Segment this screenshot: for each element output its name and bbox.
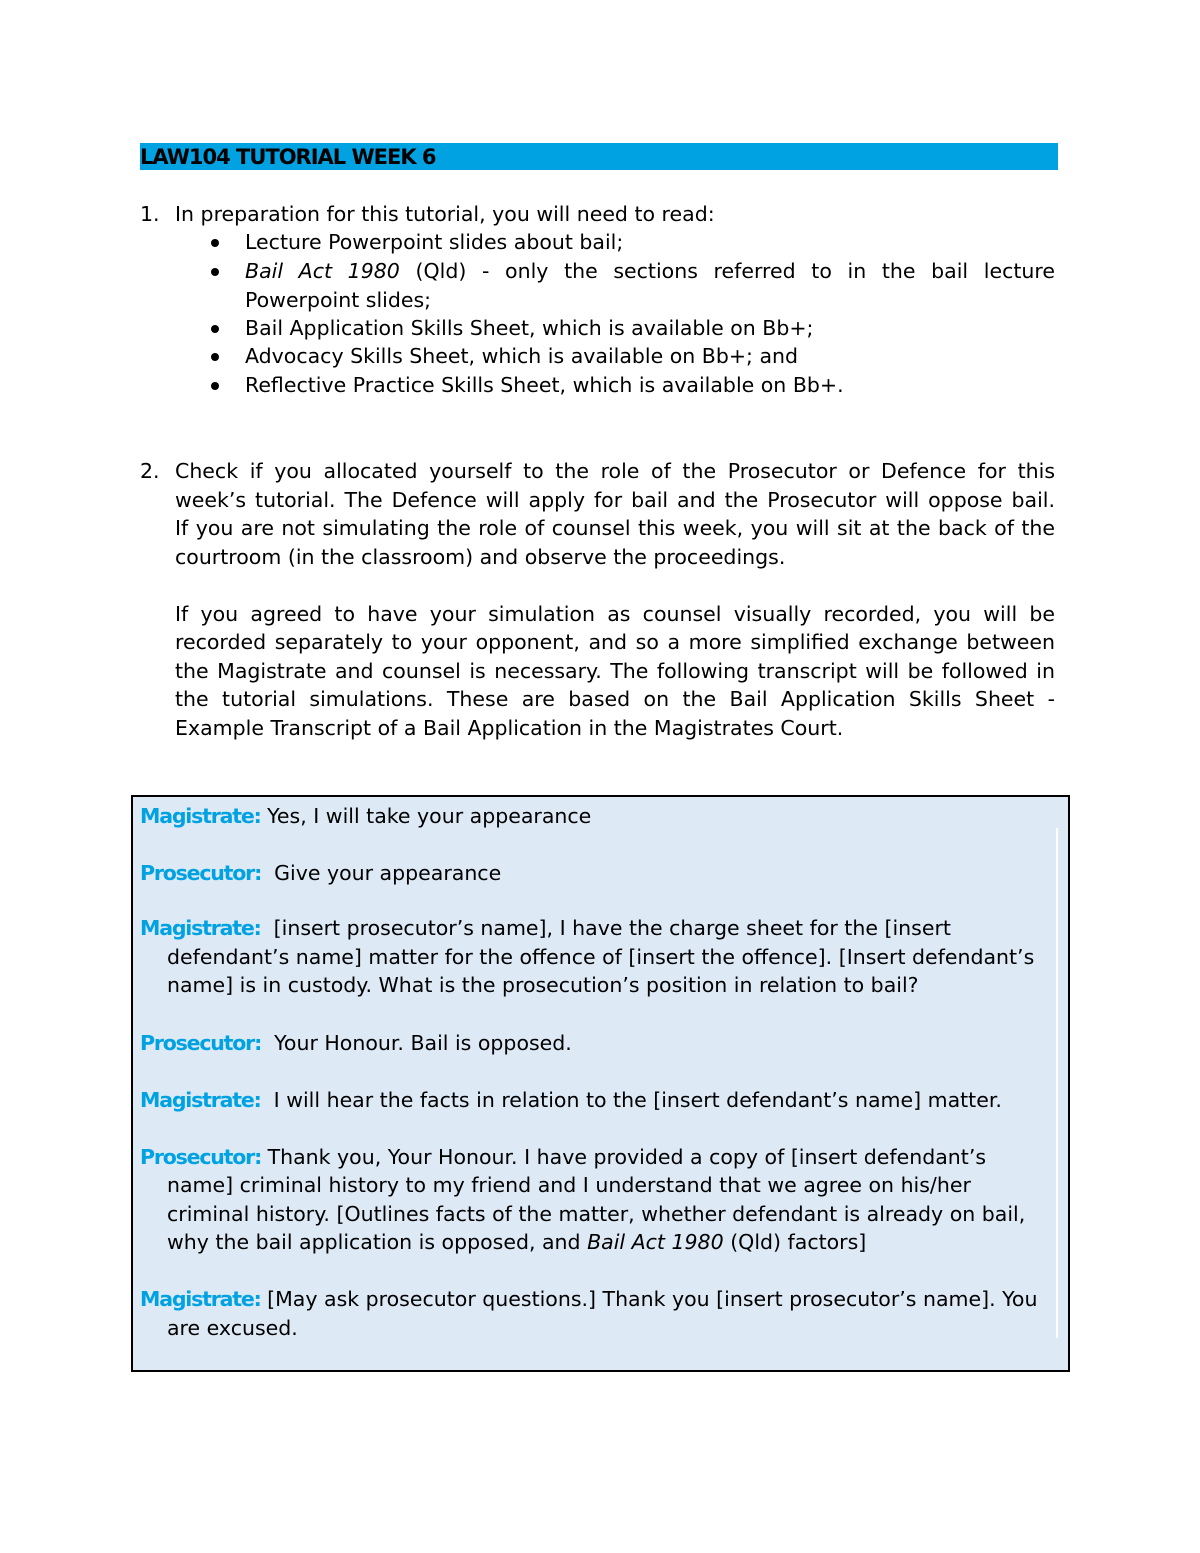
item-1-number: 1. (140, 202, 160, 226)
item-2-para-2-line-4: the tutorial simulations. These are based on the Bail Application Skills Sheet - (175, 687, 1055, 711)
speaker-magistrate: Magistrate: (140, 804, 261, 828)
transcript-divider (1056, 828, 1058, 1338)
item-2-number: 2. (140, 459, 160, 483)
bullet-icon (211, 239, 219, 247)
item-2-para-2-line-2: recorded separately to your opponent, and so a more simplified exchange between (175, 630, 1055, 654)
bullet-icon (211, 268, 219, 276)
item-2-para-2-line-3: the Magistrate and counsel is necessary. The following transcript will be followed in (175, 659, 1055, 683)
bail-act-italic: Bail Act 1980 (587, 1230, 724, 1254)
bail-act-italic: Bail Act 1980 (245, 259, 400, 283)
bullet-2-line-2: Powerpoint slides; (245, 288, 432, 312)
transcript-entry-6-line-3: criminal history. [Outlines facts of the matter, whether defendant is already on bail, (167, 1202, 1026, 1226)
speaker-magistrate: Magistrate: (140, 1088, 261, 1112)
transcript-entry-1: Magistrate: Yes, I will take your appearance (140, 804, 592, 828)
speaker-prosecutor: Prosecutor: (140, 861, 262, 885)
speaker-magistrate: Magistrate: (140, 1287, 261, 1311)
bullet-4: Advocacy Skills Sheet, which is available on Bb+; and (245, 344, 799, 368)
transcript-entry-6-line-4: why the bail application is opposed, and Bail Act 1980 (Qld) factors] (167, 1230, 867, 1254)
speaker-prosecutor: Prosecutor: (140, 1031, 262, 1055)
bullet-icon (211, 382, 219, 390)
item-2-para-1-line-1: Check if you allocated yourself to the role of the Prosecutor or Defence for this (175, 459, 1055, 483)
speaker-prosecutor: Prosecutor: (140, 1145, 262, 1169)
bullet-3: Bail Application Skills Sheet, which is available on Bb+; (245, 316, 814, 340)
bullet-5: Reflective Practice Skills Sheet, which is available on Bb+. (245, 373, 844, 397)
transcript-entry-2: Prosecutor: Give your appearance (140, 861, 502, 885)
transcript-entry-3-line-3: name] is in custody. What is the prosecution’s position in relation to bail? (167, 973, 919, 997)
item-1-intro: In preparation for this tutorial, you will need to read: (175, 202, 715, 226)
transcript-entry-7-line-1: Magistrate: [May ask prosecutor questions.] Thank you [insert prosecutor’s name]. You (140, 1287, 1038, 1311)
transcript-entry-7-line-2: are excused. (167, 1316, 298, 1340)
transcript-entry-5: Magistrate: I will hear the facts in relation to the [insert defendant’s name] matter. (140, 1088, 1002, 1112)
transcript-entry-4: Prosecutor: Your Honour. Bail is opposed. (140, 1031, 572, 1055)
item-2-para-2-line-5: Example Transcript of a Bail Application in the Magistrates Court. (175, 716, 844, 740)
bullet-2-line-1: Bail Act 1980 (Qld) - only the sections referred to in the bail lecture (245, 259, 1055, 283)
item-2-para-1-line-3: If you are not simulating the role of counsel this week, you will sit at the back of the (175, 516, 1055, 540)
speaker-magistrate: Magistrate: (140, 916, 261, 940)
bullet-1: Lecture Powerpoint slides about bail; (245, 230, 624, 254)
bullet-icon (211, 353, 219, 361)
item-2-para-2-line-1: If you agreed to have your simulation as counsel visually recorded, you will be (175, 602, 1055, 626)
transcript-entry-3-line-1: Magistrate: [insert prosecutor’s name], I have the charge sheet for the [insert (140, 916, 951, 940)
page-title: LAW104 TUTORIAL WEEK 6 (140, 145, 436, 169)
transcript-entry-3-line-2: defendant’s name] matter for the offence of [insert the offence]. [Insert defendant’s (167, 945, 1035, 969)
transcript-entry-6-line-2: name] criminal history to my friend and I understand that we agree on his/her (167, 1173, 971, 1197)
bullet-icon (211, 325, 219, 333)
item-2-para-1-line-4: courtroom (in the classroom) and observe the proceedings. (175, 545, 786, 569)
item-2-para-1-line-2: week’s tutorial. The Defence will apply for bail and the Prosecutor will oppose bail. (175, 488, 1055, 512)
transcript-entry-6-line-1: Prosecutor: Thank you, Your Honour. I have provided a copy of [insert defendant’s (140, 1145, 987, 1169)
